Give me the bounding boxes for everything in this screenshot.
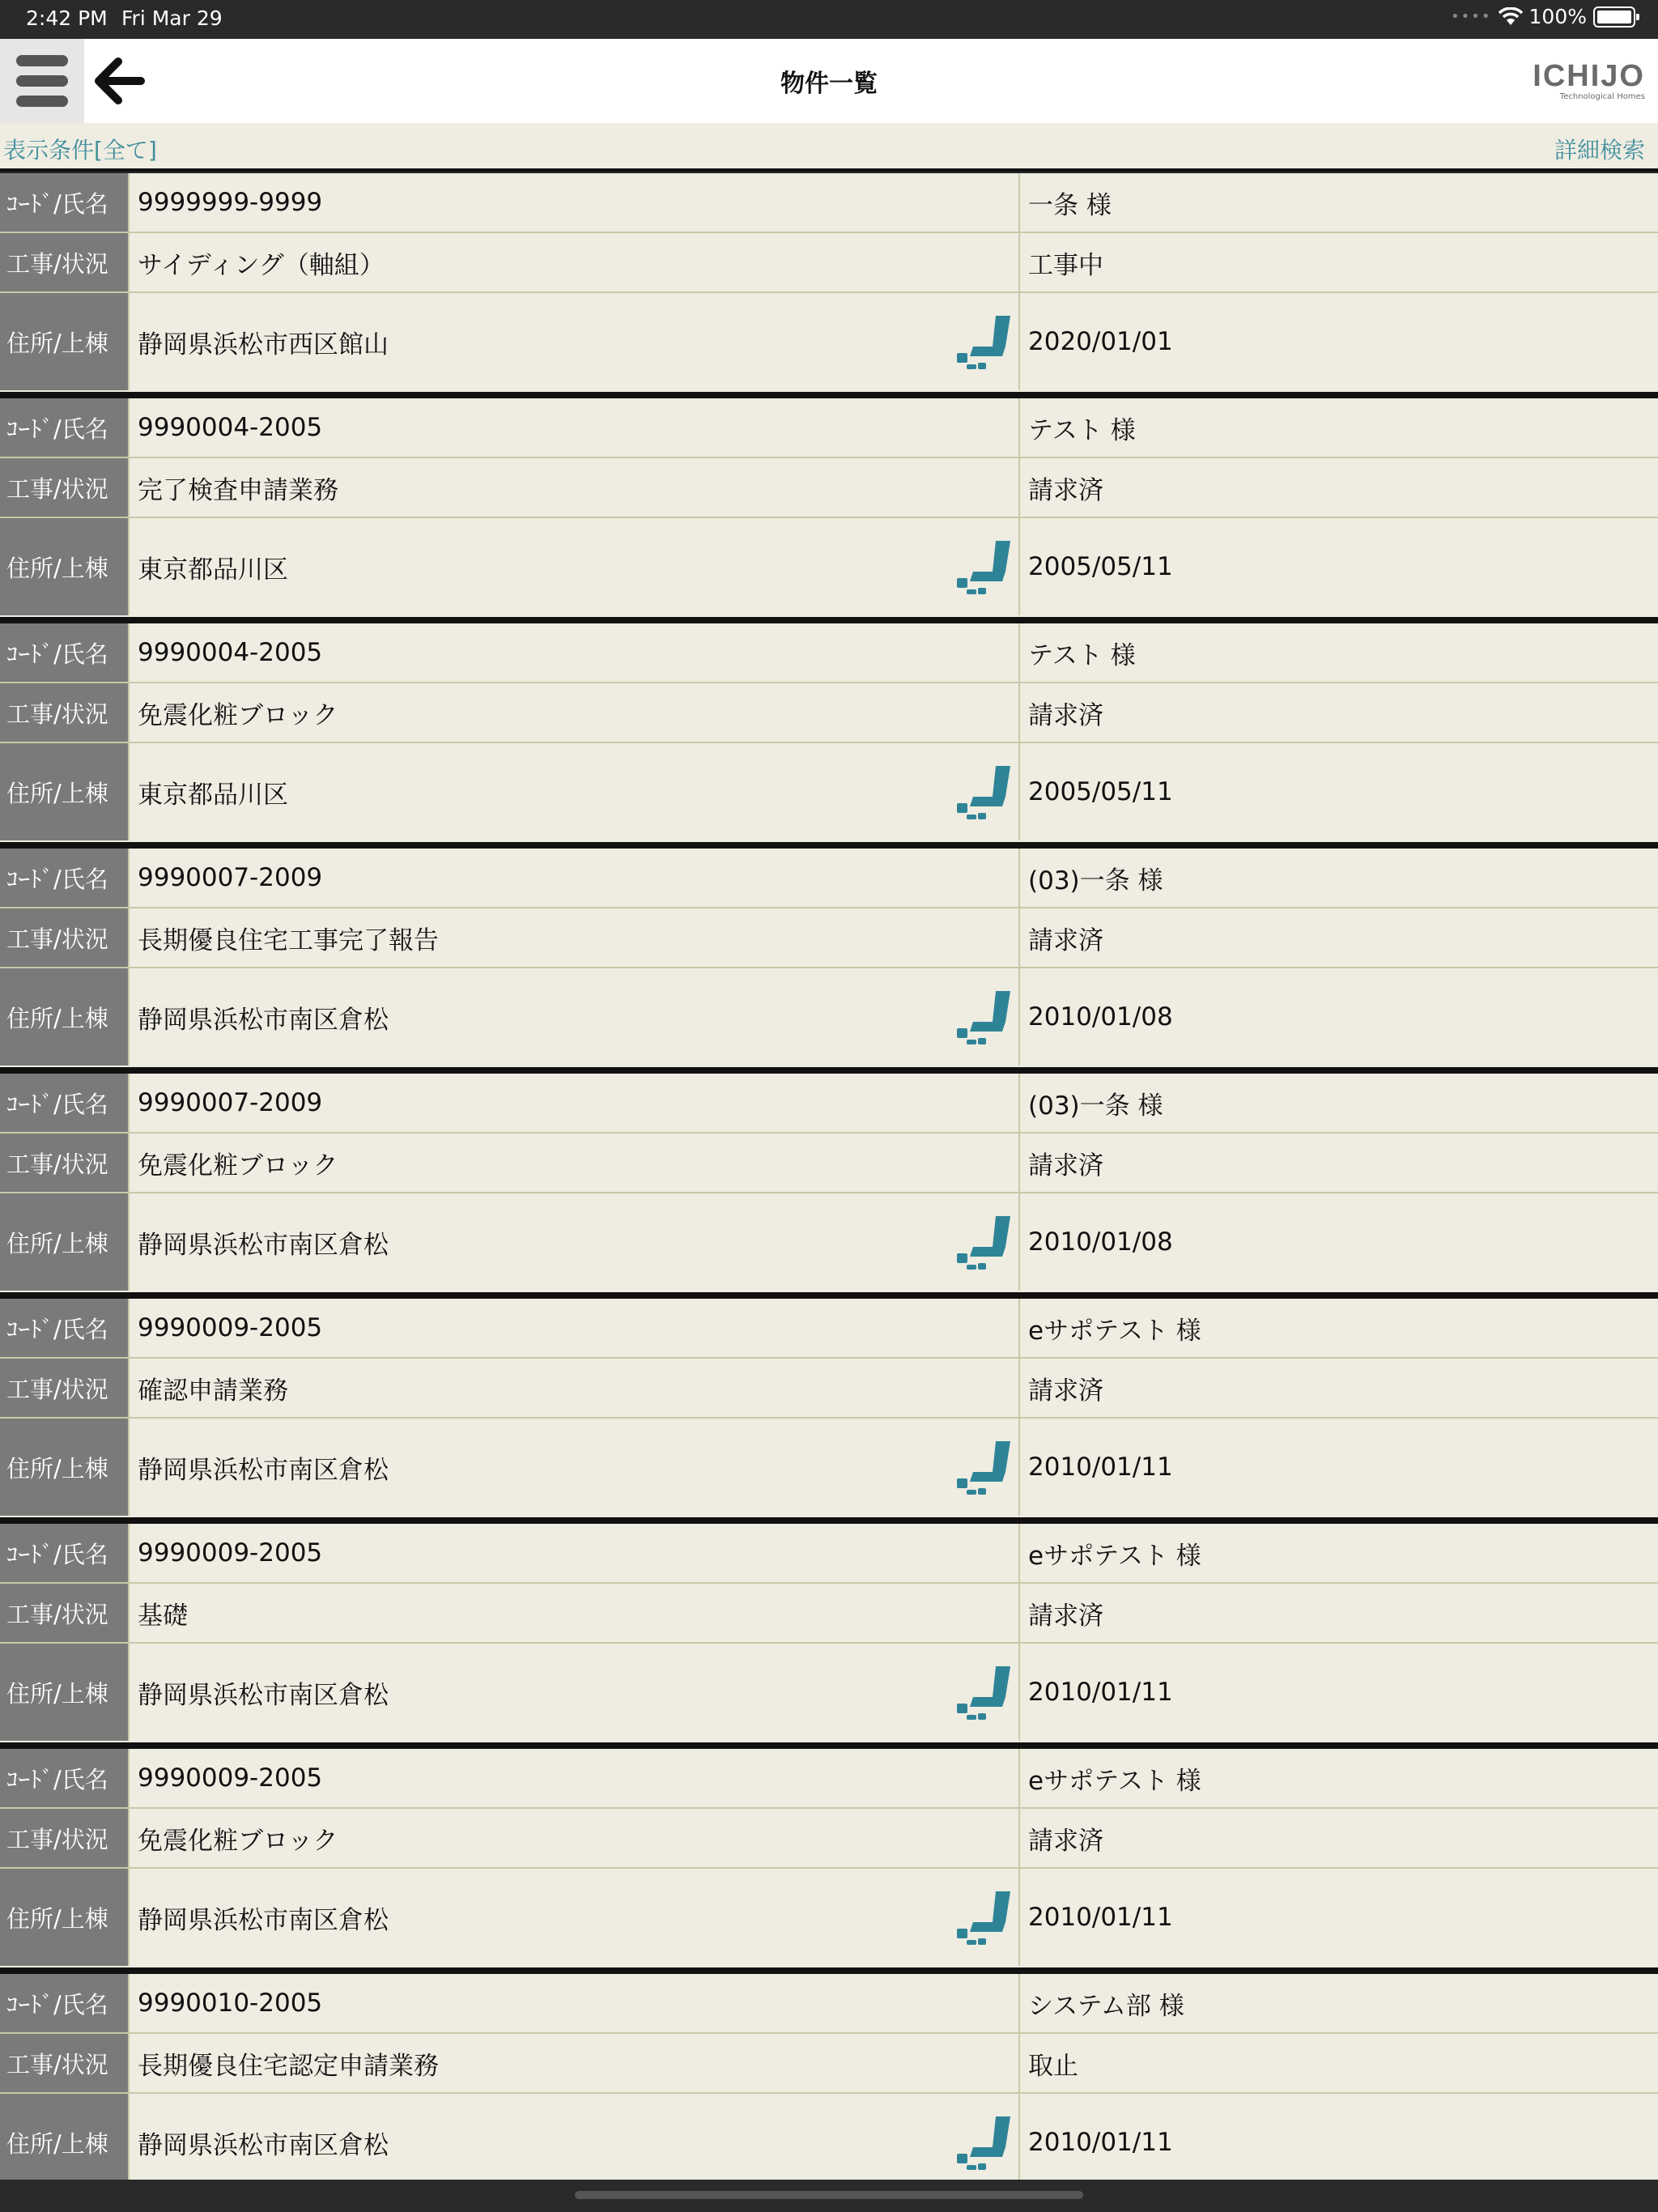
property-code: 9990009-2005 <box>130 1749 1020 1807</box>
work-status: 請求済 <box>1028 925 1103 955</box>
property-record[interactable] <box>0 173 1658 398</box>
work-type: 免震化粧ブロック <box>130 1134 1020 1192</box>
work-status-row <box>0 908 1658 968</box>
work-status: 請求済 <box>1028 475 1103 505</box>
property-record[interactable] <box>0 1299 1658 1524</box>
status-right <box>1451 5 1635 28</box>
chair-icon[interactable] <box>955 1890 1012 1946</box>
property-address <box>130 968 1020 1066</box>
brand-tagline: Technological Homes <box>1559 92 1645 101</box>
battery-percent: 100% <box>1528 5 1587 28</box>
chair-icon[interactable] <box>955 314 1012 371</box>
work-status-label: 工事/状況 <box>0 908 130 967</box>
framing-date: 2010/01/11 <box>1028 1678 1173 1707</box>
brand-name: ICHIJO <box>1533 59 1645 93</box>
address-text: 静岡県浜松市南区倉松 <box>138 1455 389 1485</box>
address-date-row <box>0 518 1658 615</box>
work-status: 請求済 <box>1028 1151 1103 1180</box>
address-date-row <box>0 1644 1658 1741</box>
address-text: 東京都品川区 <box>138 780 288 810</box>
address-text: 静岡県浜松市南区倉松 <box>138 1005 389 1035</box>
work-type: 免震化粧ブロック <box>130 1809 1020 1867</box>
customer-name: eサポテスト 様 <box>1028 1541 1201 1571</box>
chair-icon[interactable] <box>955 1665 1012 1721</box>
property-code: 9990007-2009 <box>130 1074 1020 1132</box>
code-name-label: ｺｰﾄﾞ/氏名 <box>0 1524 130 1582</box>
property-record[interactable] <box>0 1524 1658 1749</box>
code-name-row <box>0 849 1658 908</box>
filter-bar <box>0 123 1658 172</box>
code-name-row <box>0 1074 1658 1134</box>
property-address <box>130 1869 1020 1966</box>
address-text: 静岡県浜松市南区倉松 <box>138 1230 389 1260</box>
code-name-label: ｺｰﾄﾞ/氏名 <box>0 1749 130 1807</box>
address-date-row <box>0 1193 1658 1291</box>
code-name-label: ｺｰﾄﾞ/氏名 <box>0 1974 130 2032</box>
property-record[interactable] <box>0 1074 1658 1299</box>
chair-icon[interactable] <box>955 764 1012 821</box>
chair-icon[interactable] <box>955 2115 1012 2172</box>
address-text: 静岡県浜松市南区倉松 <box>138 1905 389 1935</box>
address-date-label: 住所/上棟 <box>0 1419 130 1516</box>
work-status-row <box>0 233 1658 293</box>
address-date-row <box>0 743 1658 840</box>
property-address <box>130 2094 1020 2180</box>
work-status: 請求済 <box>1028 1826 1103 1856</box>
address-date-label: 住所/上棟 <box>0 293 130 390</box>
address-date-label: 住所/上棟 <box>0 2094 130 2180</box>
work-status: 取止 <box>1028 2051 1078 2081</box>
work-status-label: 工事/状況 <box>0 233 130 291</box>
property-address <box>130 1419 1020 1516</box>
address-text: 静岡県浜松市南区倉松 <box>138 2130 389 2160</box>
signal-dots-icon: •••• <box>1451 8 1492 25</box>
property-code: 9990004-2005 <box>130 623 1020 682</box>
property-address <box>130 293 1020 390</box>
code-name-row <box>0 1524 1658 1584</box>
address-text: 静岡県浜松市西区館山 <box>138 330 389 359</box>
code-name-row <box>0 623 1658 683</box>
customer-name: eサポテスト 様 <box>1028 1766 1201 1796</box>
address-date-label: 住所/上棟 <box>0 743 130 840</box>
work-status: 工事中 <box>1028 250 1103 280</box>
work-type: 長期優良住宅認定申請業務 <box>130 2034 1020 2092</box>
address-date-label: 住所/上棟 <box>0 1869 130 1966</box>
address-date-row <box>0 968 1658 1066</box>
work-status-label: 工事/状況 <box>0 1809 130 1867</box>
address-date-label: 住所/上棟 <box>0 968 130 1066</box>
work-status: 請求済 <box>1028 1601 1103 1631</box>
code-name-row <box>0 1749 1658 1809</box>
customer-name: システム部 様 <box>1028 1991 1184 2021</box>
property-record[interactable] <box>0 398 1658 623</box>
code-name-label: ｺｰﾄﾞ/氏名 <box>0 398 130 457</box>
address-date-row <box>0 293 1658 390</box>
address-date-row <box>0 2094 1658 2180</box>
work-type: 完了検査申請業務 <box>130 458 1020 517</box>
framing-date: 2020/01/01 <box>1028 327 1173 356</box>
work-type: 長期優良住宅工事完了報告 <box>130 908 1020 967</box>
property-list[interactable] <box>0 173 1658 2180</box>
framing-date: 2010/01/11 <box>1028 1453 1173 1482</box>
work-status-label: 工事/状況 <box>0 1359 130 1417</box>
work-status: 請求済 <box>1028 1376 1103 1406</box>
property-address <box>130 743 1020 840</box>
work-status-row <box>0 683 1658 743</box>
work-status-row <box>0 1809 1658 1869</box>
work-type: 確認申請業務 <box>130 1359 1020 1417</box>
framing-date: 2005/05/11 <box>1028 552 1173 581</box>
address-date-label: 住所/上棟 <box>0 1644 130 1741</box>
address-text: 東京都品川区 <box>138 555 288 585</box>
property-address <box>130 518 1020 615</box>
page-title: 物件一覧 <box>780 70 878 98</box>
property-code: 9990007-2009 <box>130 849 1020 907</box>
code-name-label: ｺｰﾄﾞ/氏名 <box>0 173 130 232</box>
work-status-row <box>0 2034 1658 2094</box>
work-status-label: 工事/状況 <box>0 1584 130 1642</box>
address-date-row <box>0 1869 1658 1966</box>
chair-icon[interactable] <box>955 539 1012 596</box>
work-status-row <box>0 1584 1658 1644</box>
property-code: 9990009-2005 <box>130 1299 1020 1357</box>
battery-icon <box>1593 6 1635 28</box>
work-status-label: 工事/状況 <box>0 1134 130 1192</box>
framing-date: 2005/05/11 <box>1028 777 1173 806</box>
address-text: 静岡県浜松市南区倉松 <box>138 1680 389 1710</box>
property-address <box>130 1644 1020 1741</box>
customer-name: eサポテスト 様 <box>1028 1316 1201 1346</box>
home-indicator[interactable] <box>575 2191 1083 2199</box>
work-status-label: 工事/状況 <box>0 458 130 517</box>
property-address <box>130 1193 1020 1291</box>
framing-date: 2010/01/08 <box>1028 1227 1173 1257</box>
property-record[interactable] <box>0 1974 1658 2180</box>
work-status-row <box>0 1134 1658 1193</box>
code-name-label: ｺｰﾄﾞ/氏名 <box>0 849 130 907</box>
work-status: 請求済 <box>1028 700 1103 730</box>
chair-icon[interactable] <box>955 989 1012 1046</box>
home-indicator-bar <box>0 2180 1658 2212</box>
work-status-row <box>0 458 1658 518</box>
property-code: 9990010-2005 <box>130 1974 1020 2032</box>
customer-name: テスト 様 <box>1028 415 1136 445</box>
property-code: 9990009-2005 <box>130 1524 1020 1582</box>
work-status-row <box>0 1359 1658 1419</box>
framing-date: 2010/01/11 <box>1028 1903 1173 1932</box>
code-name-label: ｺｰﾄﾞ/氏名 <box>0 1074 130 1132</box>
code-name-row <box>0 173 1658 233</box>
address-date-label: 住所/上棟 <box>0 518 130 615</box>
work-type: 基礎 <box>130 1584 1020 1642</box>
work-type: サイディング（軸組） <box>130 233 1020 291</box>
code-name-label: ｺｰﾄﾞ/氏名 <box>0 1299 130 1357</box>
framing-date: 2010/01/08 <box>1028 1002 1173 1032</box>
chair-icon[interactable] <box>955 1214 1012 1271</box>
work-status-label: 工事/状況 <box>0 2034 130 2092</box>
brand-logo <box>1533 60 1645 102</box>
property-record[interactable] <box>0 849 1658 1074</box>
work-type: 免震化粧ブロック <box>130 683 1020 742</box>
customer-name: (03)一条 様 <box>1028 1091 1163 1121</box>
nav-bar <box>0 39 1658 123</box>
code-name-row <box>0 398 1658 458</box>
customer-name: 一条 様 <box>1028 190 1112 220</box>
property-code: 9999999-9999 <box>130 173 1020 232</box>
customer-name: テスト 様 <box>1028 640 1136 670</box>
address-date-row <box>0 1419 1658 1516</box>
status-date: Fri Mar 29 <box>121 6 223 30</box>
detail-search-link[interactable]: 詳細検索 <box>1554 137 1645 164</box>
address-date-label: 住所/上棟 <box>0 1193 130 1291</box>
chair-icon[interactable] <box>955 1440 1012 1496</box>
display-condition-link[interactable]: 表示条件[全て] <box>3 137 157 164</box>
status-bar <box>0 0 1658 39</box>
code-name-label: ｺｰﾄﾞ/氏名 <box>0 623 130 682</box>
property-record[interactable] <box>0 623 1658 849</box>
status-time: 2:42 PM <box>26 6 108 30</box>
framing-date: 2010/01/11 <box>1028 2128 1173 2157</box>
code-name-row <box>0 1299 1658 1359</box>
work-status-label: 工事/状況 <box>0 683 130 742</box>
code-name-row <box>0 1974 1658 2034</box>
customer-name: (03)一条 様 <box>1028 866 1163 895</box>
wifi-icon <box>1499 7 1523 27</box>
property-code: 9990004-2005 <box>130 398 1020 457</box>
property-record[interactable] <box>0 1749 1658 1974</box>
